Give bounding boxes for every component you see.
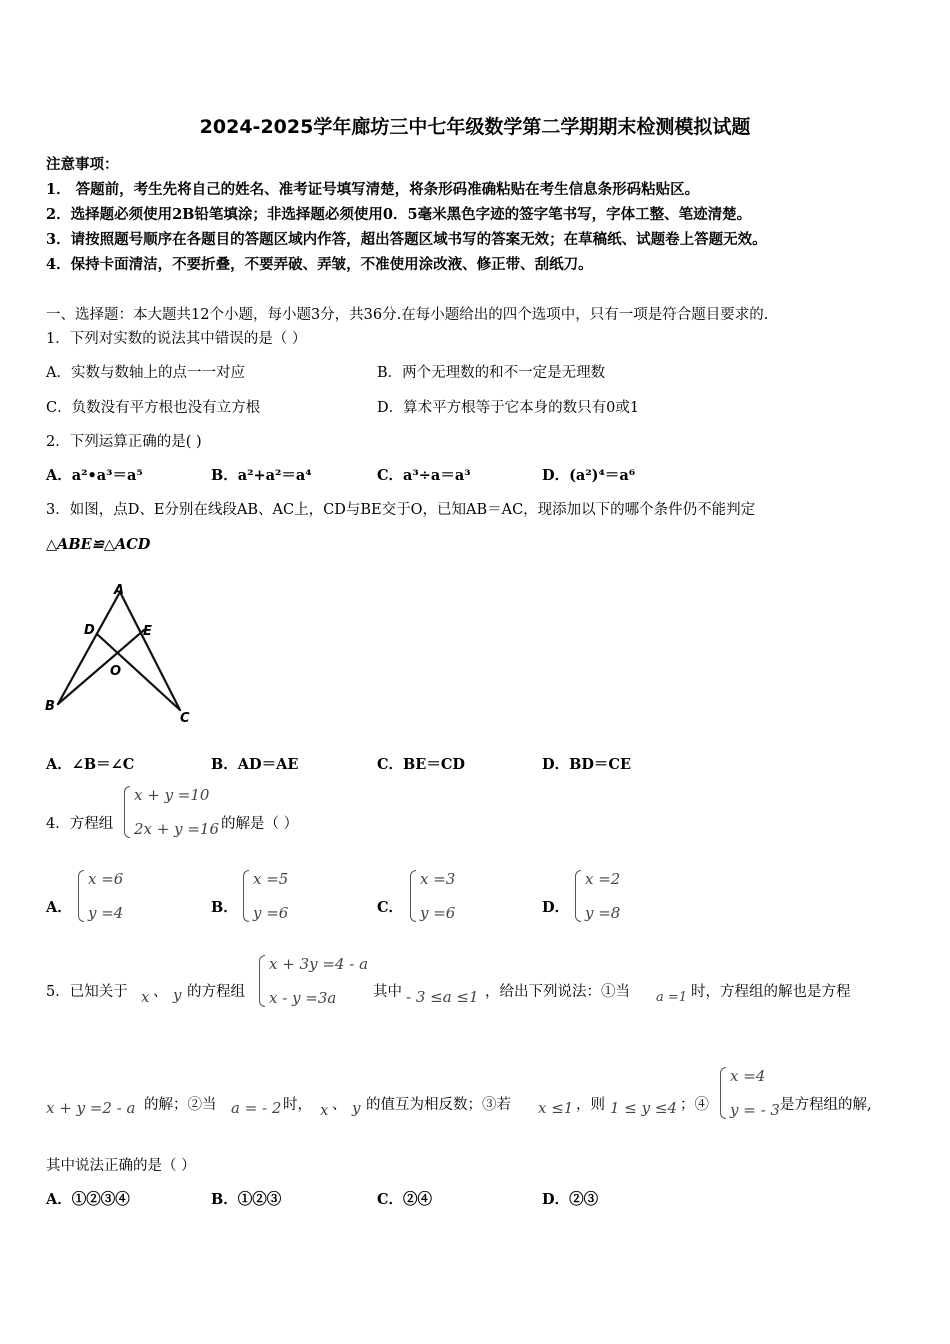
q5-text-7: 时， [283, 1097, 312, 1113]
q4-option-d-label: D． [542, 899, 570, 916]
brace-icon [243, 870, 249, 922]
q3-option-b: B．AD＝AE [211, 756, 299, 773]
q4-option-c-label: C． [377, 899, 404, 916]
q5-a-equals-1: a =1 [656, 990, 688, 1005]
q4-b-row2: y =6 [253, 904, 289, 922]
q1-option-a: A．实数与数轴上的点一一对应 [46, 365, 245, 381]
page-title: 2024-2025学年廊坊三中七年级数学第二学期期末检测模拟试题 [199, 116, 751, 138]
q5-text-2: 的方程组 [187, 984, 245, 1000]
q5-text-11: 是方程组的解, [780, 1097, 872, 1113]
q5-text-3: 其中 [373, 984, 402, 1000]
label-a: A [114, 583, 125, 598]
brace-icon [410, 870, 416, 922]
notice-item-2: 2．选择题必须使用2B铅笔填涂；非选择题必须使用0．5毫米黑色字迹的签字笔书写，字体工整、笔迹清楚。 [46, 206, 752, 223]
q5-text-8: 的值互为相反数；③若 [366, 1097, 511, 1113]
q5-text-4: ，给出下列说法：①当 [485, 984, 630, 1000]
notice-item-1: 1． 答题前，考生先将自己的姓名、准考证号填写清楚，将条形码准确粘贴在考生信息条形码粘贴区。 [46, 181, 700, 198]
q4-b-row1: x =5 [253, 870, 289, 888]
q5-var-y2: y [352, 1099, 361, 1117]
q5-solution-system [720, 1067, 780, 1119]
q5-condition: x ≤1 [538, 1099, 574, 1117]
notice-item-4: 4．保持卡面清洁，不要折叠，不要弄破、弄皱，不准使用涂改液、修正带、刮纸刀。 [46, 256, 593, 273]
q4-prefix: 4．方程组 [46, 816, 114, 832]
q5-text-6: 的解；②当 [144, 1097, 217, 1113]
q5-option-d: D．②③ [542, 1191, 599, 1208]
q4-eq1: x + y =10 [134, 786, 210, 804]
q5-text-1: 5．已知关于 [46, 984, 128, 1000]
q1-option-d: D．算术平方根等于它本身的数只有0或1 [377, 400, 640, 416]
q5-var-x: x [141, 988, 150, 1006]
q3-option-d: D．BD＝CE [542, 756, 631, 773]
brace-icon [124, 786, 130, 838]
q5-text-5: 时，方程组的解也是方程 [691, 984, 851, 1000]
q4-c-row2: y =6 [420, 904, 456, 922]
q4-a-row1: x =6 [88, 870, 124, 888]
q4-option-b-label: B． [211, 899, 238, 916]
q5-eq1: x + 3y =4 - a [269, 955, 369, 973]
q3-option-c: C．BE＝CD [377, 756, 465, 773]
q3-option-a: A．∠B＝∠C [46, 756, 135, 773]
q5-a-equals-neg2: a = - 2 [231, 1099, 282, 1117]
brace-icon [575, 870, 581, 922]
q5-conclusion: 1 ≤ y ≤4 [610, 1099, 678, 1117]
q4-suffix: 的解是（ ） [221, 816, 299, 832]
brace-icon [259, 955, 265, 1007]
q4-c-row1: x =3 [420, 870, 456, 888]
q5-option-b: B．①②③ [211, 1191, 282, 1208]
q1-option-b: B．两个无理数的和不一定是无理数 [377, 365, 606, 381]
q4-equation-system [124, 786, 219, 838]
q5-equation-system [259, 955, 368, 1007]
label-d: D [84, 623, 95, 638]
q4-d-row1: x =2 [585, 870, 621, 888]
notice-item-3: 3．请按照题号顺序在各题目的答题区域内作答，超出答题区域书写的答案无效；在草稿纸、试题卷上答题无效。 [46, 231, 767, 248]
q1-option-c: C．负数没有平方根也没有立方根 [46, 400, 261, 416]
q5-eq2: x - y =3a [269, 989, 337, 1007]
q5-option-c: C．②④ [377, 1191, 433, 1208]
q5-range: - 3 ≤a ≤1 [406, 988, 479, 1006]
label-e: E [143, 624, 152, 639]
segment-be [58, 630, 144, 704]
q3-triangle-figure [40, 580, 200, 730]
q4-option-d-system [575, 870, 620, 922]
label-o: O [110, 664, 122, 679]
q5-sol-row2: y = - 3 [730, 1101, 780, 1119]
q5-text-10: ；④ [680, 1097, 709, 1113]
q4-eq2: 2x + y =16 [134, 820, 220, 838]
q5-sep: 、 [153, 984, 168, 1000]
label-c: C [180, 711, 190, 726]
q4-option-c-system [410, 870, 455, 922]
q5-sol-row1: x =4 [730, 1067, 766, 1085]
brace-icon [720, 1067, 726, 1119]
q2-option-d: D．(a²)⁴＝a⁶ [542, 467, 636, 484]
q5-sep2: 、 [332, 1097, 347, 1113]
q5-option-a: A．①②③④ [46, 1191, 130, 1208]
q5-var-x2: x [320, 1101, 329, 1119]
q4-option-a-label: A． [46, 899, 72, 916]
q4-option-a-system [78, 870, 123, 922]
q4-a-row2: y =4 [88, 904, 124, 922]
q5-line-eq: x + y =2 - a [46, 1099, 136, 1117]
q2-option-a: A．a²•a³＝a⁵ [46, 467, 143, 484]
q2-option-b: B．a²+a²＝a⁴ [211, 467, 312, 484]
label-b: B [45, 699, 55, 714]
segment-ac [120, 592, 180, 710]
notice-heading: 注意事项： [46, 156, 119, 173]
q4-option-b-system [243, 870, 288, 922]
q1-stem: 1．下列对实数的说法其中错误的是（ ） [46, 331, 307, 347]
q2-stem: 2．下列运算正确的是( ) [46, 434, 202, 450]
q5-text-12: 其中说法正确的是（ ） [46, 1158, 196, 1174]
q3-stem-conclusion: △ABE≌△ACD [46, 536, 151, 553]
section-header: 一、选择题：本大题共12个小题，每小题3分，共36分.在每小题给出的四个选项中，只有一项是符合题目要求的. [46, 307, 769, 323]
q2-option-c: C．a³÷a＝a³ [377, 467, 471, 484]
q3-stem: 3．如图，点D、E分别在线段AB、AC上，CD与BE交于O，已知AB＝AC，现添加以下的哪个条件仍不能判定 [46, 502, 756, 518]
q4-d-row2: y =8 [585, 904, 621, 922]
brace-icon [78, 870, 84, 922]
q5-var-y: y [173, 986, 182, 1004]
q5-text-9: ，则 [576, 1097, 605, 1113]
